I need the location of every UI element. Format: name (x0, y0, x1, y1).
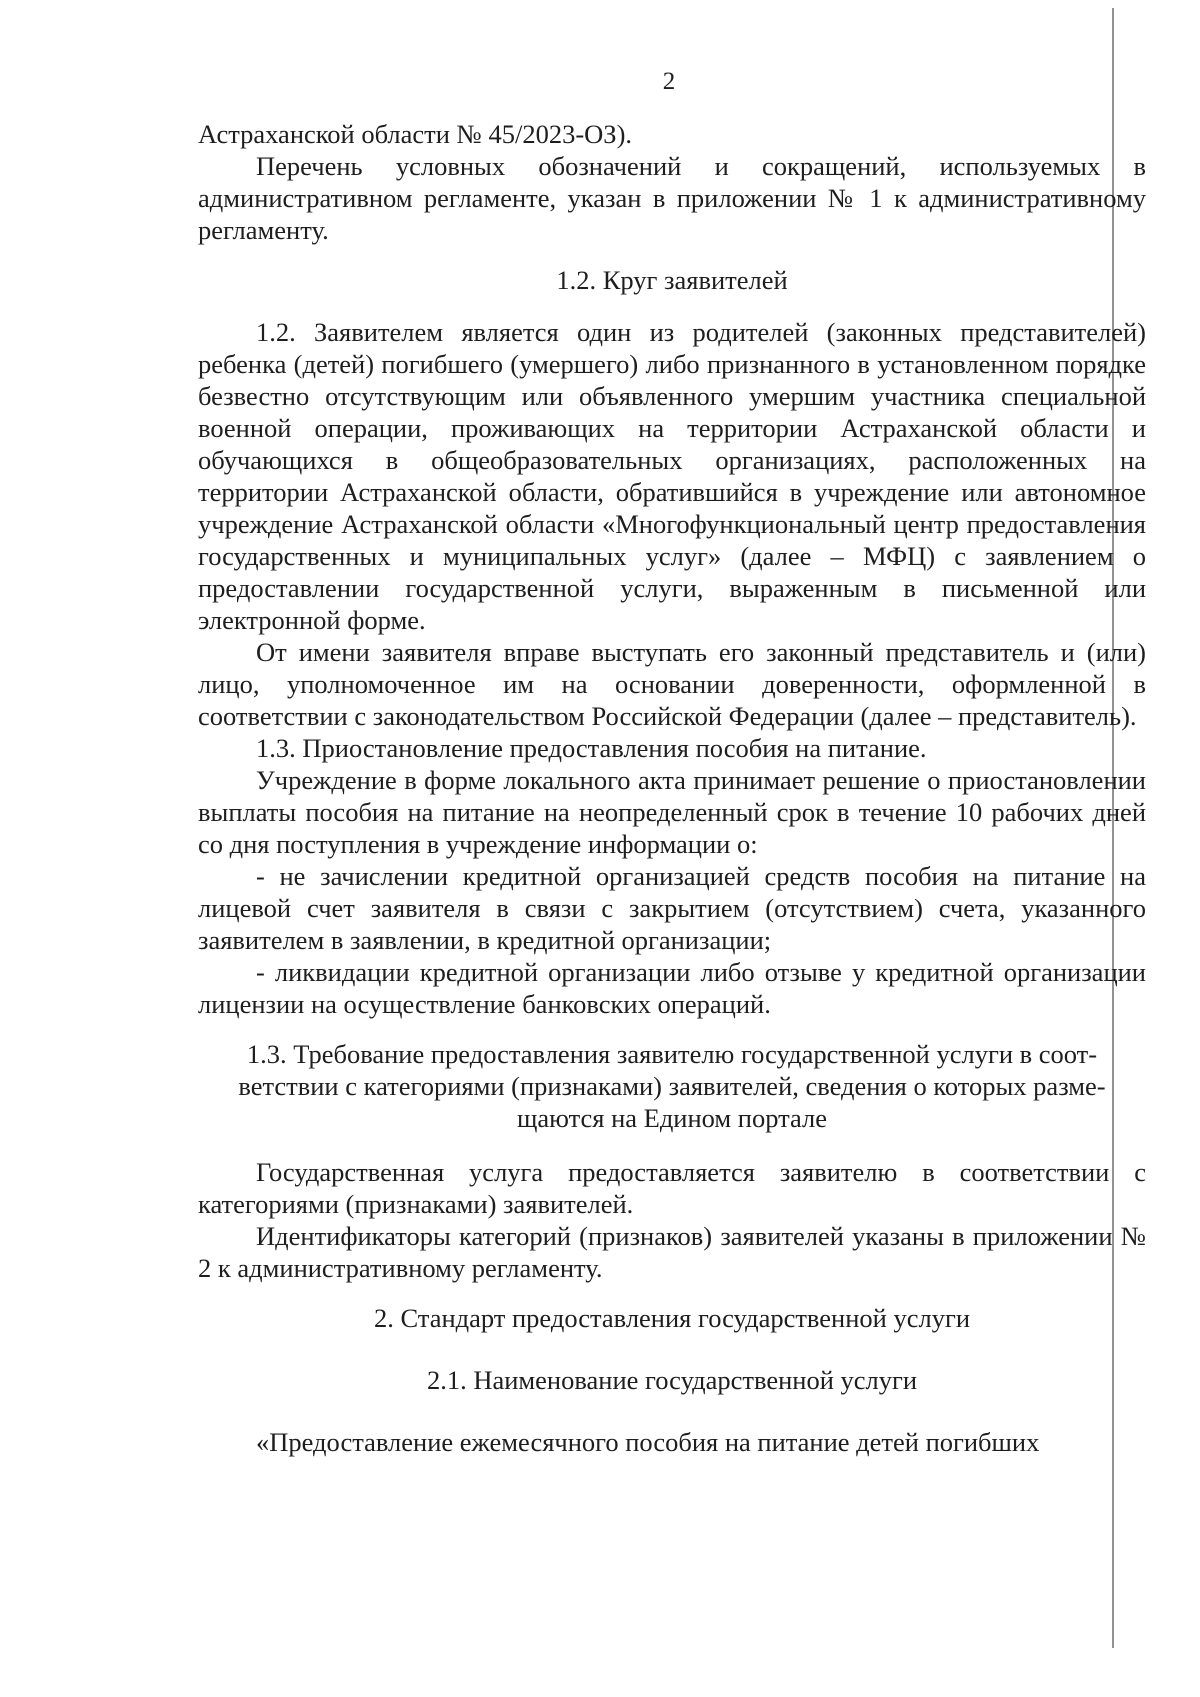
intro-section (198, 118, 1146, 246)
page-number: 2 (662, 68, 676, 95)
heading-1-3-line-1: 1.3. Требование предоставления заявителю государственной услуги в соот- (246, 1039, 1098, 1069)
paragraph-category-identifiers: Идентификаторы категорий (признаков) заявителей указаны в приложении № 2 к административному регламенту. (198, 1221, 1146, 1283)
paragraph-applicant-definition: 1.2. Заявителем является один из родителей (законных представителей) ребенка (детей) погибшего (умершего) либо признанного в установленном порядке безвестно отсутствующим или объявленного умершим участника специальной военной операции, проживающих на территории Астраханской области и обучающихся в общеобразовательных организациях, расположенных на территории Астраханской области, обратившийся в учреждение или автономное учреждение Астраханской области «Многофункциональный центр предоставления государственных и муниципальных услуг» (далее – МФЦ) с заявлением о предоставлении государственной услуги, выраженным в письменной или электронной форме. (198, 317, 1146, 635)
paragraph-representative: От имени заявителя вправе выступать его законный представитель и (или) лицо, уполномоченное им на основании доверенности, оформленной в соответствии с законодательством Российской Федерации (далее – представитель). (198, 637, 1146, 731)
paragraph-suspension-title: 1.3. Приостановление предоставления пособия на питание. (256, 733, 927, 763)
service-name-section (198, 1426, 1146, 1458)
paragraph-service-provided: Государственная услуга предоставляется заявителю в соответствии с категориями (признаками) заявителей. (198, 1157, 1146, 1219)
paragraph-intro-continuation: Астраханской области № 45/2023-ОЗ). (198, 119, 633, 149)
paragraph-abbreviations-list: Перечень условных обозначений и сокращений, используемых в административном регламенте, указан в приложении № 1 к административному регламенту. (198, 151, 1146, 245)
list-item-account-closure: - не зачислении кредитной организацией средств пособия на питание на лицевой счет заявителя в связи с закрытием (отсутствием) счета, указанного заявителем в заявлении, в кредитной организации; (198, 861, 1146, 955)
heading-1-3-line-2: ветствии с категориями (признаками) заявителей, сведения о которых разме- (238, 1071, 1106, 1101)
paragraph-service-name: «Предоставление ежемесячного пособия на питание детей погибших (256, 1427, 1040, 1457)
applicants-section (198, 316, 1146, 1020)
paragraph-suspension-decision: Учреждение в форме локального акта принимает решение о приостановлении выплаты пособия на питание на неопределенный срок в течение 10 рабочих дней со дня поступления в учреждение информации о: (198, 765, 1146, 859)
section-heading-1-3 (198, 1038, 1146, 1134)
section-heading-1-2: 1.2. Круг заявителей (556, 265, 788, 295)
section-heading-2-1: 2.1. Наименование государственной услуги (426, 1365, 918, 1395)
heading-1-3-line-3: щаются на Едином портале (516, 1103, 828, 1133)
list-item-bank-liquidation: - ликвидации кредитной организации либо отзыве у кредитной организации лицензии на осуществление банковских операций. (198, 957, 1146, 1019)
categories-section (198, 1156, 1146, 1284)
section-heading-2: 2. Стандарт предоставления государственной услуги (373, 1303, 971, 1333)
